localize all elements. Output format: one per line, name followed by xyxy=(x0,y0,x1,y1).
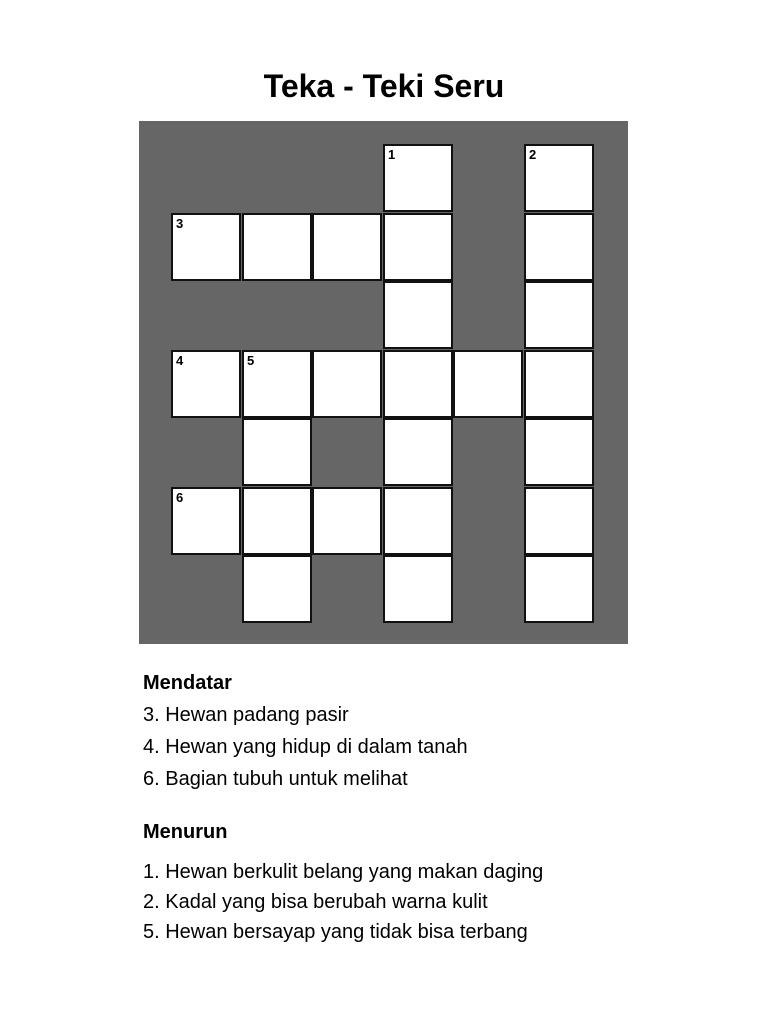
down-clue: 2. Kadal yang bisa berubah warna kulit xyxy=(143,891,488,913)
clue-number: 3 xyxy=(176,216,184,231)
across-heading: Mendatar xyxy=(143,672,232,694)
crossword-cell[interactable] xyxy=(242,487,312,555)
crossword-cell[interactable] xyxy=(524,555,594,623)
crossword-cell[interactable] xyxy=(312,350,382,418)
crossword-cell[interactable] xyxy=(171,350,241,418)
across-clue: 4. Hewan yang hidup di dalam tanah xyxy=(143,736,468,758)
clue-number: 2 xyxy=(529,147,537,162)
puzzle-title: Teka - Teki Seru xyxy=(263,68,505,104)
crossword-cell[interactable] xyxy=(524,487,594,555)
crossword-cell[interactable] xyxy=(383,350,453,418)
crossword-cell[interactable] xyxy=(242,213,312,281)
crossword-cell[interactable] xyxy=(524,281,594,349)
down-clue: 1. Hewan berkulit belang yang makan daging xyxy=(143,861,544,883)
across-clue: 6. Bagian tubuh untuk melihat xyxy=(143,768,408,790)
clue-number: 4 xyxy=(176,353,184,368)
crossword-cell[interactable] xyxy=(524,418,594,486)
down-clue: 5. Hewan bersayap yang tidak bisa terbang xyxy=(143,921,528,943)
clue-number: 1 xyxy=(388,147,396,162)
crossword-cell[interactable] xyxy=(524,350,594,418)
crossword-cell[interactable] xyxy=(171,487,241,555)
crossword-cell[interactable] xyxy=(383,487,453,555)
crossword-cell[interactable] xyxy=(242,555,312,623)
across-clue: 3. Hewan padang pasir xyxy=(143,704,349,726)
crossword-cell[interactable] xyxy=(453,350,523,418)
crossword-cell[interactable] xyxy=(524,144,594,212)
crossword-cell[interactable] xyxy=(383,144,453,212)
crossword-cell[interactable] xyxy=(242,350,312,418)
crossword-cell[interactable] xyxy=(524,213,594,281)
crossword-cell[interactable] xyxy=(383,555,453,623)
clue-number: 5 xyxy=(247,353,255,368)
crossword-cell[interactable] xyxy=(383,213,453,281)
crossword-cell[interactable] xyxy=(383,418,453,486)
crossword-cell[interactable] xyxy=(242,418,312,486)
crossword-cell[interactable] xyxy=(312,213,382,281)
crossword-cell[interactable] xyxy=(383,281,453,349)
crossword-cell[interactable] xyxy=(171,213,241,281)
crossword-cell[interactable] xyxy=(312,487,382,555)
crossword-board xyxy=(139,121,628,644)
down-heading: Menurun xyxy=(143,821,228,843)
clue-number: 6 xyxy=(176,490,184,505)
